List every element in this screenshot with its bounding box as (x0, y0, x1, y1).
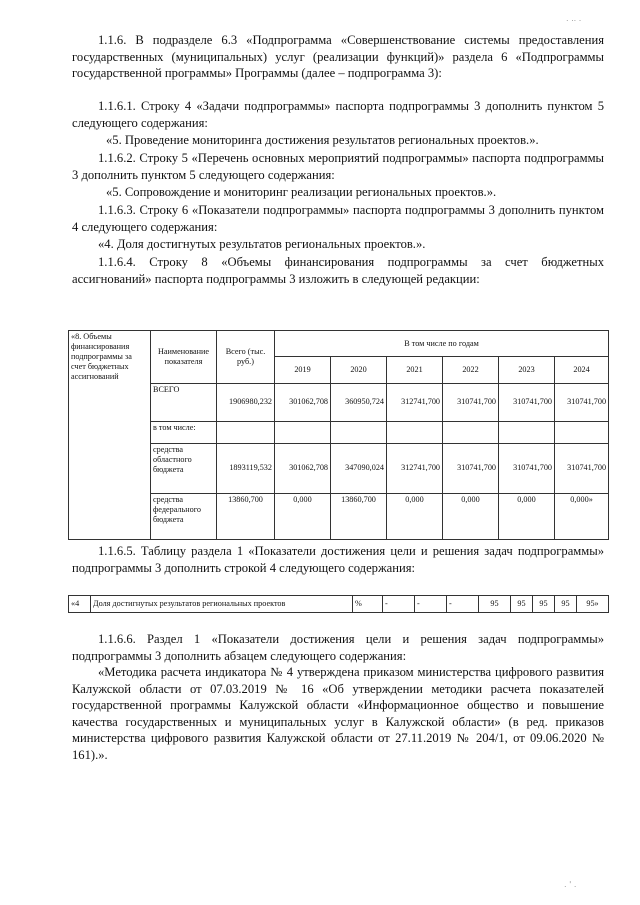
paragraph-1-1-6-5: 1.1.6.5. Таблицу раздела 1 «Показатели достижения цели и решения задач подпрограммы» подпрограммы 3 дополнить строкой 4 следующего содержания: (72, 544, 604, 575)
scan-artifact-mark: . ' . (564, 880, 577, 889)
paragraph-quote-5-monitoring: «5. Проведение мониторинга достижения результатов региональных проектов.». (106, 133, 539, 147)
financing-table (68, 330, 609, 540)
row-total: 13860,700 (217, 493, 275, 539)
row-value: 0,000» (555, 493, 609, 539)
row-value: 310741,700 (443, 383, 499, 421)
indicator-name: Доля достигнутых результатов региональных проектов (91, 596, 353, 613)
paragraph-quote-4-share: «4. Доля достигнутых результатов региональных проектов.». (98, 237, 426, 251)
row-value: 310741,700 (555, 443, 609, 493)
year-header: 2023 (499, 357, 555, 383)
scan-artifact-mark: . .. . (566, 14, 582, 23)
year-header: 2021 (387, 357, 443, 383)
col-years-group-header: В том числе по годам (275, 331, 609, 357)
row-value: 301062,708 (275, 443, 331, 493)
financing-row-label: «8. Объемы финансирования подпрограммы за счет бюджетных ассигнований (69, 331, 151, 384)
row-name: ВСЕГО (151, 383, 217, 421)
col-total-header: Всего (тыс. руб.) (217, 331, 275, 384)
paragraph-1-1-6-4: 1.1.6.4. Строку 8 «Объемы финансирования подпрограммы за счет бюджетных ассигнований» паспорта подпрограммы 3 изложить в следующей редакции: (72, 255, 604, 286)
row-value: 13860,700 (331, 493, 387, 539)
row-value: 301062,708 (275, 383, 331, 421)
paragraph-1-1-6-1: 1.1.6.1. Строку 4 «Задачи подпрограммы» паспорта подпрограммы 3 дополнить пунктом 5 следующего содержания: (72, 99, 604, 130)
year-header: 2024 (555, 357, 609, 383)
indicator-value: 95 (479, 596, 511, 613)
indicator-number: «4 (69, 596, 91, 613)
indicator-value: 95» (577, 596, 609, 613)
row-value: 0,000 (443, 493, 499, 539)
row-total: 1893119,532 (217, 443, 275, 493)
row-value: 0,000 (275, 493, 331, 539)
table-row (69, 493, 609, 539)
indicator-table (68, 595, 609, 613)
row-name: средства федерального бюджета (151, 493, 217, 539)
row-name: средства областного бюджета (151, 443, 217, 493)
paragraph-1-1-6-2: 1.1.6.2. Строку 5 «Перечень основных мероприятий подпрограммы» паспорта подпрограммы 3 дополнить пунктом 5 следующего содержания: (72, 151, 604, 182)
indicator-value: 95 (533, 596, 555, 613)
indicator-value: - (383, 596, 415, 613)
paragraph-quote-5-support: «5. Сопровождение и мониторинг реализации региональных проектов.». (106, 185, 497, 199)
indicator-value: 95 (511, 596, 533, 613)
paragraph-1-1-6: 1.1.6. В подразделе 6.3 «Подпрограмма «Совершенствование системы предоставления государственных (муниципальных) услуг (реализации функций)» раздела 6 «Подпрограммы государственной программы» Программы (далее – подпрограмма 3): (72, 33, 604, 80)
year-header: 2020 (331, 357, 387, 383)
indicator-value: - (415, 596, 447, 613)
paragraph-methodology-quote: «Методика расчета индикатора № 4 утверждена приказом министерства цифрового развития Калужской области от 07.03.2019 № 16 «Об утверждении методики расчета показателей государственной программы Калужской области «Информационное общество и повышение качества государственных и муниципальных услуг в Калужской области» (в ред. приказов министерства цифрового развития Калужской области от 27.11.2019 № 204/1, от 09.06.2020 № 161).». (72, 665, 604, 762)
row-value: 0,000 (499, 493, 555, 539)
financing-header-row (69, 331, 609, 357)
row-value: 310741,700 (555, 383, 609, 421)
table-row (69, 443, 609, 493)
row-total: 1906980,232 (217, 383, 275, 421)
indicator-unit: % (353, 596, 383, 613)
col-name-header: Наименование показателя (151, 331, 217, 384)
row-value: 312741,700 (387, 383, 443, 421)
row-value: 347090,024 (331, 443, 387, 493)
paragraph-1-1-6-3: 1.1.6.3. Строку 6 «Показатели подпрограммы» паспорта подпрограммы 3 дополнить пунктом 4 следующего содержания: (72, 203, 604, 234)
table-row (69, 421, 609, 443)
row-value: 310741,700 (443, 443, 499, 493)
table-row (69, 383, 609, 421)
row-value: 312741,700 (387, 443, 443, 493)
year-header: 2022 (443, 357, 499, 383)
year-header: 2019 (275, 357, 331, 383)
row-value: 0,000 (387, 493, 443, 539)
paragraph-1-1-6-6: 1.1.6.6. Раздел 1 «Показатели достижения цели и решения задач подпрограммы» подпрограммы 3 дополнить абзацем следующего содержания: (72, 632, 604, 663)
row-value: 360950,724 (331, 383, 387, 421)
row-value: 310741,700 (499, 443, 555, 493)
row-name: в том числе: (151, 421, 217, 443)
row-value: 310741,700 (499, 383, 555, 421)
indicator-value: 95 (555, 596, 577, 613)
table-row (69, 596, 609, 613)
indicator-value: - (447, 596, 479, 613)
